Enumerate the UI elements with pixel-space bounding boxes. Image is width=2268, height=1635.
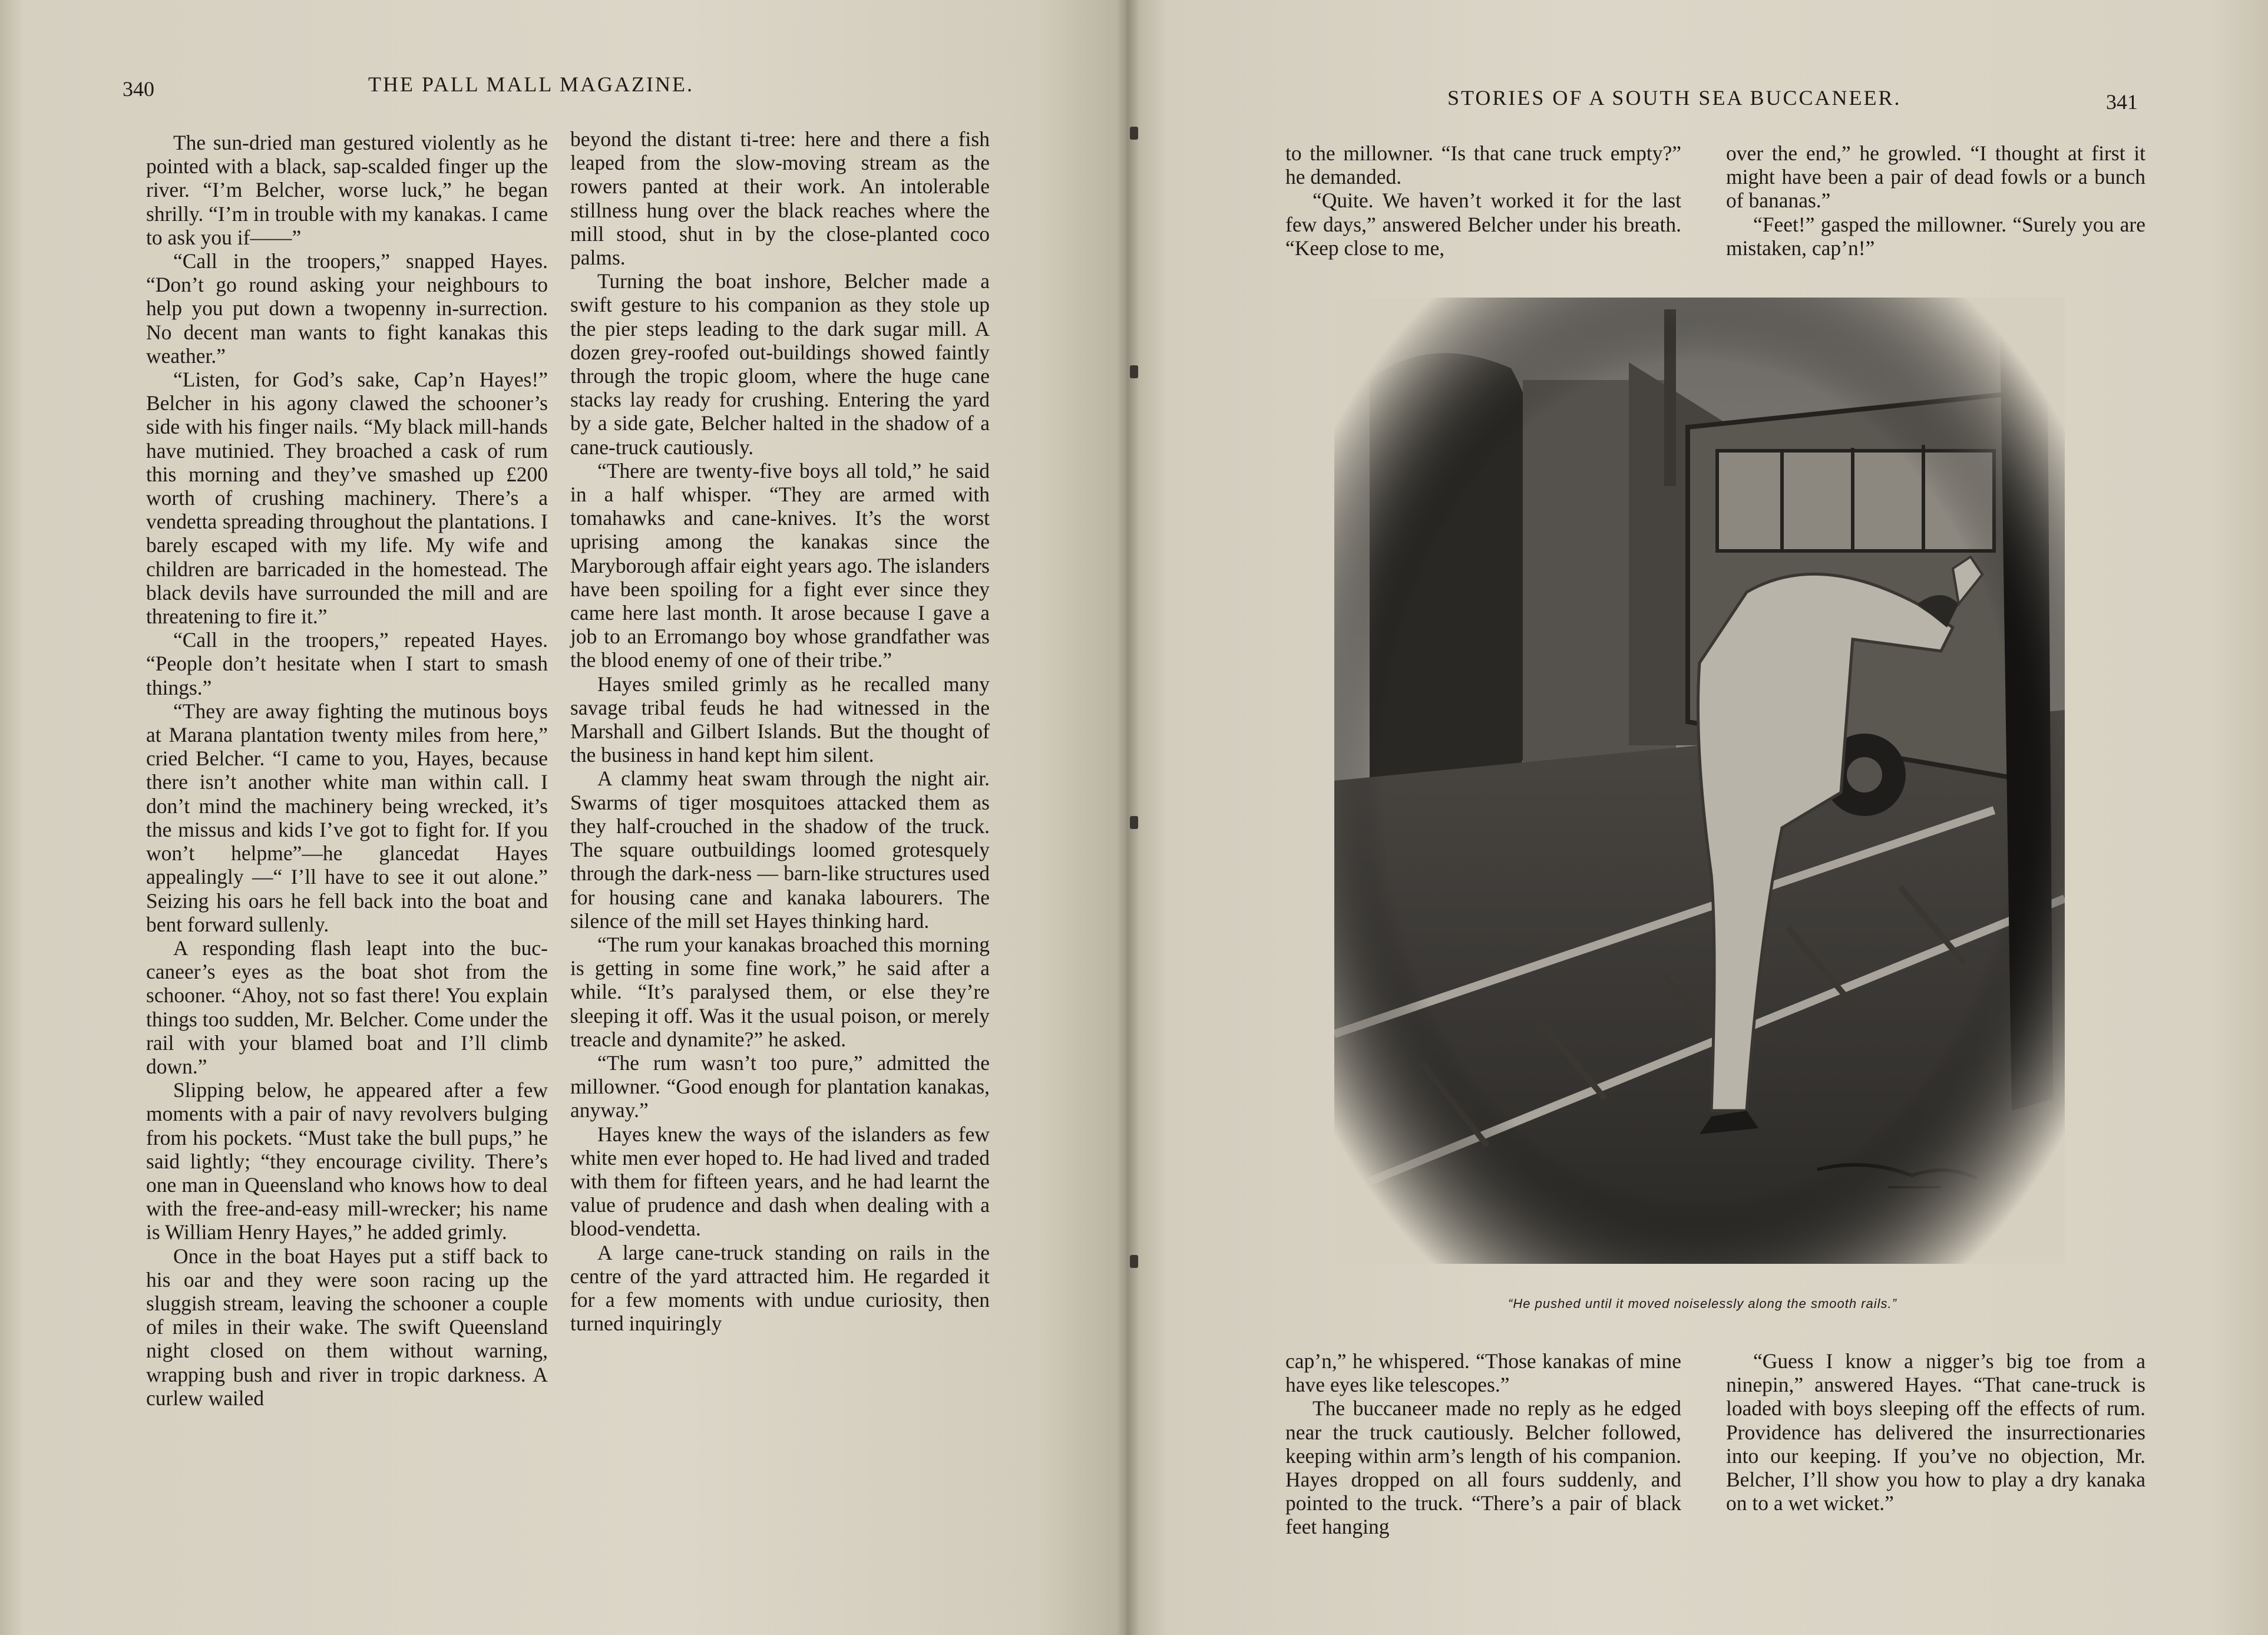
paragraph: “Guess I know a nigger’s big toe from a ninepin,” answered Hayes. “That cane-truck is loaded with boys sleeping off the effects of rum. Providence has delivered the insurrectionaries into our keeping. If you’ve no objection, Mr. Belcher, I’ll show you how to play a dry kanaka on to a wet wicket.”: [1726, 1349, 2145, 1515]
page-number-right: 341: [2106, 90, 2138, 114]
right-bottom-column-1: [1285, 1349, 1681, 1539]
paragraph: beyond the distant ti-tree: here and there a fish leaped from the slow-moving stream as the rowers panted at their work. An intolerable stillness hung over the black reaches where the mill stood, shut in by the close-planted coco palms.: [570, 127, 990, 270]
illustration-caption: “He pushed until it moved noiselessly along the smooth rails.”: [1508, 1296, 1897, 1311]
paragraph: A clammy heat swam through the night air. Swarms of tiger mosquitoes attacked them as they half-crouched in the shadow of the truck. The square outbuildings loomed grotesquely through the dark-ness — barn-like structures used for housing cane and kanaka labourers. The silence of the mill set Hayes thinking hard.: [570, 767, 990, 933]
binding-stitch: [1130, 365, 1138, 378]
right-top-column-2: [1726, 141, 2145, 260]
paragraph: “Quite. We haven’t worked it for the last few days,” answered Belcher under his breath. “Keep close to me,: [1285, 189, 1681, 260]
right-bottom-column-2: [1726, 1349, 2145, 1515]
page-number-left: 340: [123, 77, 154, 101]
paragraph: “Listen, for God’s sake, Cap’n Hayes!” Belcher in his agony clawed the schooner’s side with his finger nails. “My black mill-hands have mutinied. They broached a cask of rum this morning and they’ve smashed up £200 worth of crushing machinery. There’s a vendetta spreading throughout the plantations. I barely escaped with my life. My wife and children are barricaded in the homestead. The black devils have surrounded the mill and are threatening to fire it.”: [146, 368, 548, 629]
paragraph: Hayes knew the ways of the islanders as few white men ever hoped to. He had lived and traded with them for fifteen years, and he had learnt the value of prudence and dash when dealing with a blood-vendetta.: [570, 1122, 990, 1241]
paragraph: “They are away fighting the mutinous boys at Marana plantation twenty miles from here,” cried Belcher. “I came to you, Hayes, because there isn’t another white man within call. I don’t mind the machinery being wrecked, it’s the missus and kids I’ve got to fight for. If you won’t helpme”—he glancedat Hayes appealingly —“ I’ll have to see it out alone.” Seizing his oars he fell back into the boat and bent forward sullenly.: [146, 699, 548, 936]
illustration-man-pushing-cane-truck: [1334, 298, 2065, 1264]
binding-stitch: [1130, 127, 1138, 140]
paragraph: “The rum your kanakas broached this morning is getting in some fine work,” he said after a while. “It’s paralysed them, or else they’re sleeping it off. Was it the usual poison, or merely treacle and dynamite?” he asked.: [570, 932, 990, 1051]
running-head-left: THE PALL MALL MAGAZINE.: [368, 72, 694, 96]
paragraph: Turning the boat inshore, Belcher made a swift gesture to his companion as they stole up the pier steps leading to the dark sugar mill. A dozen grey-roofed out-buildings showed faintly through the tropic gloom, where the huge cane stacks lay ready for crushing. Entering the yard by a side gate, Belcher halted in the shadow of a cane-truck cautiously.: [570, 269, 990, 459]
paragraph: cap’n,” he whispered. “Those kanakas of mine have eyes like telescopes.”: [1285, 1349, 1681, 1397]
paragraph: The buccaneer made no reply as he edged near the truck cautiously. Belcher followed, keeping within arm’s length of his companion. Hayes dropped on all fours suddenly, and pointed to the truck. “There’s a pair of black feet hanging: [1285, 1396, 1681, 1539]
paragraph: Hayes smiled grimly as he recalled many savage tribal feuds he had witnessed in the Marshall and Gilbert Islands. But the thought of the business in hand kept him silent.: [570, 672, 990, 767]
illustration-vignette: [1334, 298, 2065, 1264]
paragraph: “Call in the troopers,” snapped Hayes. “Don’t go round asking your neighbours to help you put down a twopenny in-surrection. No decent man wants to fight kanakas this weather.”: [146, 249, 548, 368]
left-column-1: [146, 131, 548, 1410]
paragraph: The sun-dried man gestured violently as he pointed with a black, sap-scalded finger up the river. “I’m Belcher, worse luck,” he began shrilly. “I’m in trouble with my kanakas. I came to ask you if——”: [146, 131, 548, 249]
paragraph: “Feet!” gasped the millowner. “Surely you are mistaken, cap’n!”: [1726, 212, 2145, 260]
left-column-2: [570, 127, 990, 1335]
paragraph: A large cane-truck standing on rails in the centre of the yard attracted him. He regarded it for a few moments with undue curiosity, then turned inquiringly: [570, 1240, 990, 1336]
paragraph: Once in the boat Hayes put a stiff back to his oar and they were soon racing up the sluggish stream, leaving the schooner a couple of miles in their wake. The swift Queensland night closed on them without warning, wrapping bush and river in tropic darkness. A curlew wailed: [146, 1244, 548, 1410]
right-top-column-1: [1285, 141, 1681, 260]
binding-stitch: [1130, 816, 1138, 829]
paragraph: A responding flash leapt into the buc-caneer’s eyes as the boat shot from the schooner. “Ahoy, not so fast there! You explain things too sudden, Mr. Belcher. Come under the rail with your blamed boat and I’ll climb down.”: [146, 936, 548, 1078]
left-page: [0, 0, 1126, 1635]
paragraph: “Call in the troopers,” repeated Hayes. “People don’t hesitate when I start to smash things.”: [146, 628, 548, 699]
running-head-right: STORIES OF A SOUTH SEA BUCCANEER.: [1447, 86, 1902, 110]
paragraph: over the end,” he growled. “I thought at first it might have been a pair of dead fowls or a bunch of bananas.”: [1726, 141, 2145, 213]
paragraph: “There are twenty-five boys all told,” he said in a half whisper. “They are armed with tomahawks and cane-knives. It’s the worst uprising among the kanakas since the Maryborough affair eight years ago. The islanders have been spoiling for a fight ever since they came here last month. It arose because I gave a job to an Erromango boy whose grandfather was the blood enemy of one of their tribe.”: [570, 458, 990, 672]
paragraph: to the millowner. “Is that cane truck empty?” he demanded.: [1285, 141, 1681, 189]
paragraph: “The rum wasn’t too pure,” admitted the millowner. “Good enough for plantation kanakas, anyway.”: [570, 1051, 990, 1122]
binding-stitch: [1130, 1255, 1138, 1268]
paragraph: Slipping below, he appeared after a few moments with a pair of navy revolvers bulging from his pockets. “Must take the bull pups,” he said lightly; “they encourage civility. There’s one man in Queensland who knows how to deal with the free-and-easy mill-wrecker; his name is William Henry Hayes,” he added grimly.: [146, 1078, 548, 1244]
